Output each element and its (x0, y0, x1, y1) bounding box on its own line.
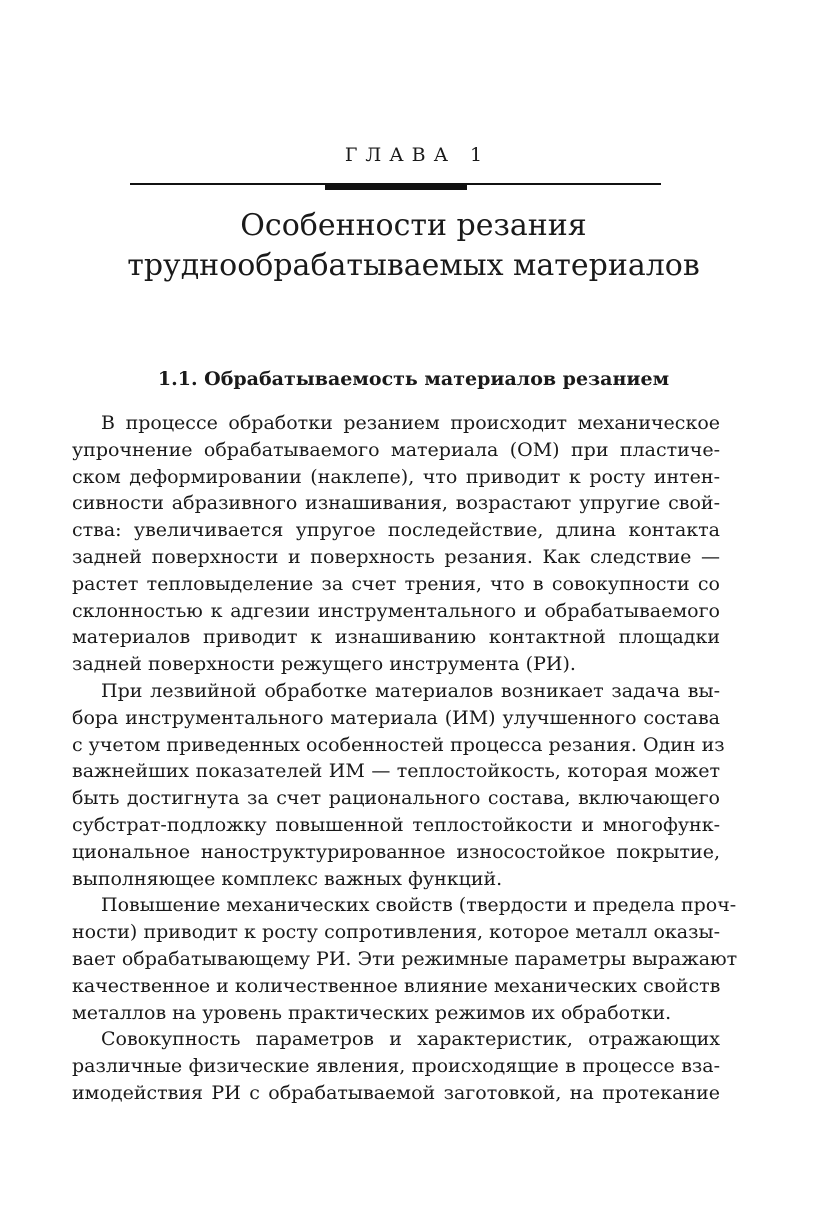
paragraph-line: материалов приводит к изнашиванию контактной площадки (72, 626, 720, 649)
paragraph-line: ства: увеличивается упругое последействие, длина контакта (72, 519, 720, 542)
paragraph-line: различные физические явления, происходящие в процессе вза- (72, 1055, 720, 1078)
paragraph-line: склонностью к адгезии инструментального и обрабатываемого (72, 599, 720, 622)
paragraph-line: задней поверхности режущего инструмента (РИ). (72, 653, 576, 676)
paragraph-line: Совокупность параметров и характеристик, отражающих (101, 1028, 720, 1051)
paragraph-line: ности) приводит к росту сопротивления, которое металл оказы- (72, 921, 720, 944)
chapter-label: ГЛАВА 1 (344, 144, 491, 166)
paragraph-line: с учетом приведенных особенностей процесса резания. Один из (72, 733, 725, 756)
paragraph-line: важнейших показателей ИМ — теплостойкость, которая может (72, 760, 720, 783)
chapter-title (40, 206, 787, 286)
chapter-rule-thick (325, 183, 467, 190)
section-heading: 1.1. Обрабатываемость материалов резанием (157, 368, 670, 390)
paragraph-line: упрочнение обрабатываемого материала (ОМ) при пластиче- (72, 438, 720, 461)
paragraph-line: При лезвийной обработке материалов возникает задача вы- (101, 679, 720, 702)
body-text (72, 410, 738, 1107)
paragraph-line: металлов на уровень практических режимов их обработки. (72, 1001, 672, 1024)
paragraph-line: имодействия РИ с обрабатываемой заготовкой, на протекание (72, 1081, 720, 1104)
paragraph-line: субстрат-подложку повышенной теплостойкости и многофунк- (72, 813, 720, 836)
paragraph (72, 410, 720, 678)
chapter-title-line: труднообрабатываемых материалов (127, 248, 700, 283)
paragraph-line: быть достигнута за счет рационального состава, включающего (72, 787, 720, 810)
paragraph-line: выполняющее комплекс важных функций. (72, 867, 503, 890)
paragraph-line: ском деформировании (наклепе), что приводит к росту интен- (72, 465, 720, 488)
chapter-title-line: Особенности резания (240, 208, 587, 243)
paragraph (72, 892, 738, 1026)
paragraph-line: Повышение механических свойств (твердости и предела проч- (101, 894, 737, 917)
paragraph-line: растет тепловыделение за счет трения, что в совокупности со (72, 572, 720, 595)
paragraph-line: циональное наноструктурированное износостойкое покрытие, (72, 840, 720, 863)
paragraph-line: задней поверхности и поверхность резания. Как следствие — (72, 545, 720, 568)
paragraph (72, 1026, 720, 1106)
paragraph-line: качественное и количественное влияние механических свойств (72, 974, 721, 997)
paragraph-line: бора инструментального материала (ИМ) улучшенного состава (72, 706, 720, 729)
paragraph-line: В процессе обработки резанием происходит механическое (101, 412, 720, 434)
paragraph (72, 678, 725, 892)
paragraph-line: вает обрабатывающему РИ. Эти режимные параметры выражают (72, 947, 738, 970)
paragraph-line: сивности абразивного изнашивания, возрастают упругие свой- (72, 492, 720, 515)
